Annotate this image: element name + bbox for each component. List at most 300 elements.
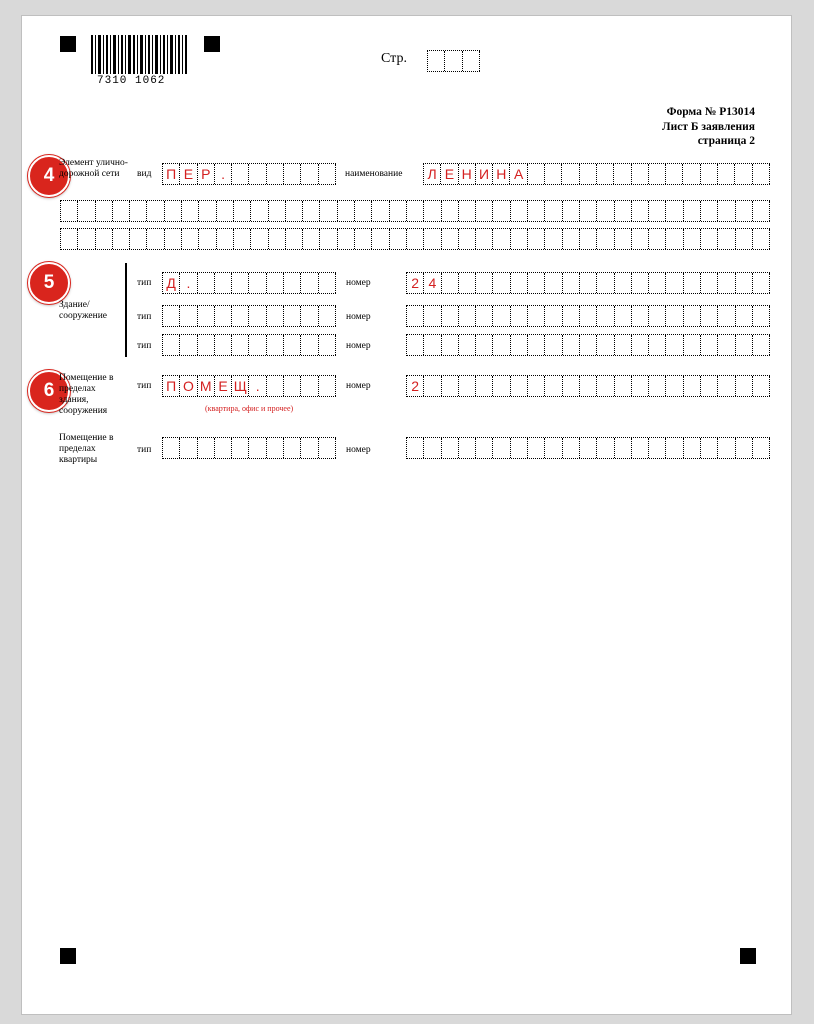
char-cell (545, 376, 562, 396)
char-cell (632, 229, 649, 249)
char-cell (442, 376, 459, 396)
apartment-number-label: номер (346, 445, 371, 455)
char-cell (163, 335, 180, 355)
char-cell (180, 335, 197, 355)
char-cell (632, 376, 649, 396)
char-cell (286, 201, 303, 221)
char-cell (442, 201, 459, 221)
char-cell: . (249, 376, 266, 396)
char-cell (424, 335, 441, 355)
char-cell (303, 201, 320, 221)
char-cell (701, 273, 718, 293)
char-cell (545, 335, 562, 355)
char-cell (684, 229, 701, 249)
char-cell (319, 335, 336, 355)
char-cell (459, 273, 476, 293)
char-cell (284, 438, 301, 458)
char-cell (284, 306, 301, 326)
page-number-label: Стр. (381, 51, 407, 66)
char-cell: Р (198, 164, 215, 184)
char-cell (597, 229, 614, 249)
char-cell (701, 438, 718, 458)
char-cell: . (180, 273, 197, 293)
street-name-label: наименование (345, 169, 403, 179)
char-cell (267, 376, 284, 396)
char-cell (249, 306, 266, 326)
corner-marker-top-right (204, 36, 220, 52)
char-cell (649, 229, 666, 249)
char-cell (493, 273, 510, 293)
char-cell (303, 229, 320, 249)
char-cell (649, 164, 666, 184)
char-cell (563, 201, 580, 221)
char-cell (701, 335, 718, 355)
char-cell (683, 164, 700, 184)
char-cell (736, 376, 753, 396)
premises-number-label: номер (346, 381, 371, 391)
char-cell (718, 229, 735, 249)
char-cell (249, 273, 266, 293)
char-cell (649, 376, 666, 396)
char-cell (649, 438, 666, 458)
building-type-field-1[interactable] (162, 272, 336, 294)
char-cell (198, 335, 215, 355)
char-cell (286, 229, 303, 249)
char-cell (632, 438, 649, 458)
char-cell (684, 273, 701, 293)
char-cell (753, 438, 770, 458)
char-cell (753, 201, 770, 221)
badge-section-6: 6 (28, 370, 70, 412)
char-cell (511, 438, 528, 458)
char-cell (580, 335, 597, 355)
char-cell (615, 438, 632, 458)
corner-marker-top-left (60, 36, 76, 52)
char-cell: Н (493, 164, 510, 184)
char-cell (459, 335, 476, 355)
char-cell (597, 438, 614, 458)
char-cell (597, 306, 614, 326)
char-cell (442, 273, 459, 293)
char-cell (301, 376, 318, 396)
char-cell (528, 273, 545, 293)
char-cell (511, 376, 528, 396)
char-cell (165, 229, 182, 249)
char-cell (701, 306, 718, 326)
char-cell (632, 306, 649, 326)
char-cell (528, 201, 545, 221)
char-cell (562, 164, 579, 184)
page-number-boxes[interactable] (427, 50, 480, 72)
premises-number-field[interactable] (406, 375, 770, 397)
char-cell (580, 229, 597, 249)
building-label: Здание/ сооружение (59, 300, 108, 321)
building-type-field-3[interactable] (162, 334, 336, 356)
char-cell (269, 229, 286, 249)
char-cell (666, 376, 683, 396)
char-cell (442, 335, 459, 355)
char-cell (407, 229, 424, 249)
building-type-label-2: тип (137, 312, 152, 322)
char-cell (476, 438, 493, 458)
char-cell (232, 273, 249, 293)
char-cell (284, 335, 301, 355)
char-cell (269, 201, 286, 221)
apartment-type-label: тип (137, 445, 152, 455)
char-cell (528, 376, 545, 396)
char-cell (632, 164, 649, 184)
char-cell (545, 273, 562, 293)
premises-type-hint: (квартира, офис и прочее) (205, 404, 294, 413)
char-cell (649, 201, 666, 221)
char-cell (511, 229, 528, 249)
apartment-label: Помещение в пределах квартиры (59, 433, 114, 465)
char-cell (130, 229, 147, 249)
char-cell (424, 306, 441, 326)
char-cell (355, 229, 372, 249)
char-cell: Е (441, 164, 458, 184)
char-cell (736, 438, 753, 458)
char-cell (113, 229, 130, 249)
char-cell (198, 273, 215, 293)
char-cell (528, 335, 545, 355)
char-cell: А (510, 164, 527, 184)
char-cell (753, 273, 770, 293)
char-cell (736, 306, 753, 326)
char-cell (96, 201, 113, 221)
street-name-field[interactable] (423, 163, 770, 185)
char-cell (684, 201, 701, 221)
char-cell (320, 229, 337, 249)
char-cell (684, 438, 701, 458)
char-cell (199, 201, 216, 221)
char-cell (198, 438, 215, 458)
char-cell (78, 201, 95, 221)
char-cell: И (476, 164, 493, 184)
char-cell (580, 376, 597, 396)
building-number-label-1: номер (346, 278, 371, 288)
street-type-label: вид (137, 169, 152, 179)
char-cell (215, 438, 232, 458)
char-cell (424, 229, 441, 249)
char-cell (476, 201, 493, 221)
char-cell (493, 335, 510, 355)
char-cell (424, 376, 441, 396)
char-cell (493, 229, 510, 249)
char-cell (372, 229, 389, 249)
char-cell (597, 273, 614, 293)
char-cell (511, 201, 528, 221)
char-cell (442, 306, 459, 326)
char-cell (718, 201, 735, 221)
char-cell: 2 (407, 273, 424, 293)
char-cell (319, 164, 336, 184)
char-cell (615, 273, 632, 293)
char-cell (267, 306, 284, 326)
char-cell (251, 201, 268, 221)
char-cell (666, 201, 683, 221)
char-cell (407, 335, 424, 355)
char-cell (147, 201, 164, 221)
char-cell (442, 229, 459, 249)
street-type-field[interactable] (162, 163, 336, 185)
apartment-type-field[interactable] (162, 437, 336, 459)
char-cell (580, 306, 597, 326)
char-cell: Е (215, 376, 232, 396)
sheet-page: страница 2 (697, 135, 755, 147)
char-cell (476, 229, 493, 249)
char-cell (511, 335, 528, 355)
char-cell: Е (180, 164, 197, 184)
char-cell (249, 335, 266, 355)
premises-label: Помещение в пределах здания, сооружения (59, 373, 114, 416)
building-number-field-1[interactable] (406, 272, 770, 294)
char-cell (563, 376, 580, 396)
char-cell (580, 201, 597, 221)
char-cell (563, 306, 580, 326)
char-cell (545, 164, 562, 184)
char-cell (338, 229, 355, 249)
char-cell (545, 229, 562, 249)
badge-section-4: 4 (28, 155, 70, 197)
building-type-label-3: тип (137, 341, 152, 351)
char-cell (563, 335, 580, 355)
char-cell (666, 438, 683, 458)
street-name-field-line-2[interactable] (60, 200, 770, 222)
char-cell (511, 306, 528, 326)
char-cell (649, 306, 666, 326)
char-cell (753, 164, 770, 184)
char-cell (78, 229, 95, 249)
char-cell (718, 376, 735, 396)
char-cell (232, 306, 249, 326)
char-cell (493, 306, 510, 326)
char-cell (597, 164, 614, 184)
char-cell (684, 335, 701, 355)
char-cell (753, 229, 770, 249)
char-cell (198, 306, 215, 326)
char-cell (615, 229, 632, 249)
char-cell (528, 229, 545, 249)
char-cell (684, 306, 701, 326)
char-cell (736, 229, 753, 249)
char-cell (61, 201, 78, 221)
char-cell (390, 201, 407, 221)
char-cell (163, 306, 180, 326)
char-cell (319, 273, 336, 293)
char-cell (563, 438, 580, 458)
char-cell: П (163, 164, 180, 184)
char-cell (284, 164, 301, 184)
char-cell (614, 164, 631, 184)
char-cell (736, 335, 753, 355)
char-cell (249, 438, 266, 458)
char-cell: Д (163, 273, 180, 293)
char-cell (545, 201, 562, 221)
char-cell (563, 273, 580, 293)
char-cell: Щ (232, 376, 249, 396)
char-cell (284, 273, 301, 293)
char-cell (180, 438, 197, 458)
sheet-title: Лист Б заявления (662, 121, 755, 133)
char-cell (390, 229, 407, 249)
barcode-number: 7310 1062 (97, 75, 166, 87)
barcode-icon (91, 35, 187, 74)
char-cell (753, 335, 770, 355)
char-cell (718, 335, 735, 355)
char-cell (701, 201, 718, 221)
char-cell (649, 335, 666, 355)
premises-type-field[interactable] (162, 375, 336, 397)
char-cell (232, 164, 249, 184)
char-cell (528, 306, 545, 326)
char-cell (445, 51, 462, 71)
char-cell (163, 438, 180, 458)
char-cell (528, 164, 545, 184)
char-cell: Л (424, 164, 441, 184)
char-cell (147, 229, 164, 249)
char-cell (428, 51, 445, 71)
char-cell (718, 273, 735, 293)
char-cell (459, 201, 476, 221)
char-cell (338, 201, 355, 221)
char-cell (407, 438, 424, 458)
char-cell (407, 306, 424, 326)
char-cell (96, 229, 113, 249)
char-cell (666, 306, 683, 326)
char-cell (407, 201, 424, 221)
char-cell (493, 201, 510, 221)
char-cell (615, 201, 632, 221)
char-cell (753, 306, 770, 326)
char-cell (251, 229, 268, 249)
char-cell (701, 229, 718, 249)
char-cell: П (163, 376, 180, 396)
char-cell (580, 164, 597, 184)
char-cell (632, 273, 649, 293)
char-cell (130, 201, 147, 221)
char-cell (459, 376, 476, 396)
char-cell (463, 51, 480, 71)
char-cell (301, 438, 318, 458)
char-cell (424, 201, 441, 221)
char-cell (545, 306, 562, 326)
char-cell (476, 306, 493, 326)
char-cell (232, 438, 249, 458)
char-cell (563, 229, 580, 249)
char-cell (735, 164, 752, 184)
char-cell: О (180, 376, 197, 396)
char-cell (180, 306, 197, 326)
char-cell (615, 306, 632, 326)
char-cell (493, 376, 510, 396)
char-cell (597, 201, 614, 221)
char-cell (217, 229, 234, 249)
char-cell (319, 438, 336, 458)
char-cell: М (198, 376, 215, 396)
char-cell (701, 376, 718, 396)
street-name-field-line-3[interactable] (60, 228, 770, 250)
corner-marker-bottom-right (740, 948, 756, 964)
char-cell (493, 438, 510, 458)
char-cell (666, 229, 683, 249)
char-cell (615, 376, 632, 396)
street-element-label: Элемент улично-дорожной сети (59, 158, 128, 179)
char-cell (355, 201, 372, 221)
char-cell (753, 376, 770, 396)
char-cell (442, 438, 459, 458)
char-cell (182, 201, 199, 221)
char-cell (476, 273, 493, 293)
char-cell (476, 376, 493, 396)
char-cell (372, 201, 389, 221)
char-cell (580, 273, 597, 293)
char-cell (199, 229, 216, 249)
building-number-field-3[interactable] (406, 334, 770, 356)
char-cell (234, 229, 251, 249)
char-cell (684, 376, 701, 396)
building-type-label-1: тип (137, 278, 152, 288)
building-bracket-line (125, 263, 127, 357)
premises-type-label: тип (137, 381, 152, 391)
char-cell: Н (459, 164, 476, 184)
char-cell: 4 (424, 273, 441, 293)
char-cell (267, 273, 284, 293)
char-cell: . (215, 164, 232, 184)
building-number-label-2: номер (346, 312, 371, 322)
building-number-field-2[interactable] (406, 305, 770, 327)
char-cell (319, 376, 336, 396)
building-type-field-2[interactable] (162, 305, 336, 327)
char-cell (597, 376, 614, 396)
char-cell (301, 164, 318, 184)
char-cell (61, 229, 78, 249)
char-cell (666, 273, 683, 293)
apartment-number-field[interactable] (406, 437, 770, 459)
badge-section-5: 5 (28, 262, 70, 304)
char-cell (528, 438, 545, 458)
char-cell (459, 438, 476, 458)
char-cell (718, 306, 735, 326)
char-cell (319, 306, 336, 326)
char-cell (217, 201, 234, 221)
char-cell (511, 273, 528, 293)
char-cell (580, 438, 597, 458)
char-cell (215, 335, 232, 355)
char-cell (301, 273, 318, 293)
char-cell (215, 306, 232, 326)
char-cell (459, 229, 476, 249)
char-cell (615, 335, 632, 355)
char-cell (545, 438, 562, 458)
char-cell (267, 335, 284, 355)
char-cell (320, 201, 337, 221)
char-cell (165, 201, 182, 221)
char-cell (232, 335, 249, 355)
char-cell (666, 164, 683, 184)
char-cell (267, 438, 284, 458)
char-cell (182, 229, 199, 249)
char-cell: 2 (407, 376, 424, 396)
char-cell (234, 201, 251, 221)
char-cell (215, 273, 232, 293)
char-cell (649, 273, 666, 293)
char-cell (267, 164, 284, 184)
form-page (21, 15, 792, 1015)
building-number-label-3: номер (346, 341, 371, 351)
char-cell (249, 164, 266, 184)
char-cell (666, 335, 683, 355)
